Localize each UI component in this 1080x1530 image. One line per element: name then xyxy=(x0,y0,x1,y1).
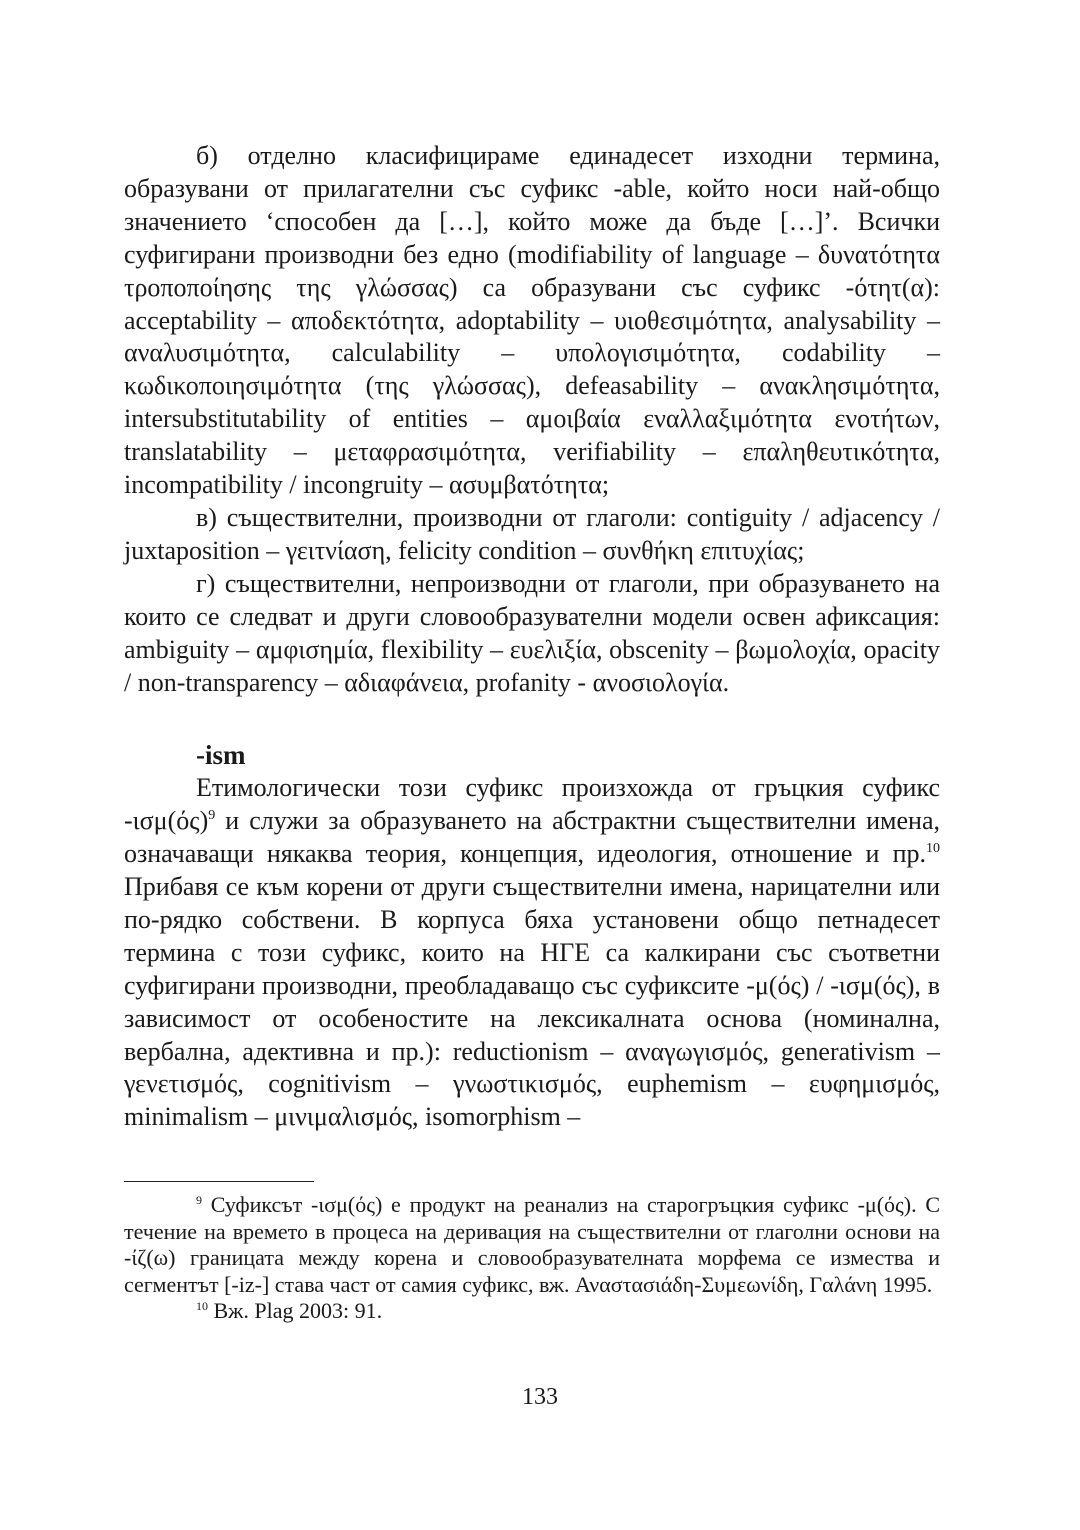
footnote-ref-10[interactable]: 10 xyxy=(926,841,940,857)
ism-text-3: Прибавя се към корени от други съществителни имена, нарицателни или по-рядко собствени. В корпуса бяха установени общо петнадесет термина с този суфикс, които на НГЕ са калкирани със съответни суфигирани производни, преобладаващо със суфиксите -μ(ός) / -ισμ(ός), в зависимост от особеностите на лексикалната основа (номинална, вербална, адективна и пр.): reductionism – αναγωγισμός, generativism – γενετισμός, cognitivism – γνωστικισμός, euphemism – ευφημισμός, minimalism – μινιμαλισμός, isomorphism – xyxy=(124,872,940,1132)
section-heading: -ism xyxy=(196,740,246,771)
footnote-ref-9[interactable]: 9 xyxy=(208,808,216,824)
footnote-divider xyxy=(124,1181,314,1182)
footnote-number: 10 xyxy=(196,1299,208,1313)
ism-text-2: и служи за образуването на абстрактни съществителни имена, означаващи някаква теория, концепция, идеология, отношение и пр. xyxy=(124,806,940,869)
footnote-text: Вж. Plag 2003: 91. xyxy=(208,1298,383,1323)
paragraph-v: в) съществителни, производни от глаголи: contiguity / adjacency / juxtaposition – γειτνίαση, felicity condition – συνθήκη επιτυχίας; xyxy=(124,502,940,565)
footnote-number: 9 xyxy=(196,1193,202,1207)
paragraph-b: б) отделно класифицираме единадесет изходни термина, образувани от прилагателни със суфикс -able, който носи най-общо значението ‘способен да […], който може да бъде […]’. Всички суфигирани производни без едно (modifiability of language – δυνατότητα τροποποίησης της γλώσσας) са образувани със суфикс -ότητ(α): acceptability – αποδεκτότητα, adoptability – υιοθεσιμότητα, analysability – αναλυσιμότητα, calculability – υπολογισιμότητα, codability – κωδικοποιησιμότητα (της γλώσσας), defeasability – ανακλησιμότητα, intersubstitutability of entities – αμοιβαία εναλλαξιμότητα ενοτήτων, translatability – μεταφρασιμότητα, verifiability – επαληθευτικότητα, incompatibility / incongruity – ασυμβατότητα; xyxy=(124,141,940,500)
main-text xyxy=(124,140,940,1134)
footnote-text: Суфиксът -ισμ(ός) е продукт на реанализ на старогръцкия суфикс -μ(ός). С течение на времето в процеса на деривация на съществителни от глаголни основи на -ίζ(ω) границата между корена и словообразувателната морфема се измества и сегментът [-iz-] става част от самия суфикс, вж. Αναστασιάδη-Συμεωνίδη, Γαλάνη 1995. xyxy=(124,1192,940,1297)
paragraph-g: г) съществителни, непроизводни от глаголи, при образуването на които се следват и други словообразувателни модели освен афиксация: ambiguity – αμφισημία, flexibility – ευελιξία, obscenity – βωμολοχία, opacity / non-transparency – αδιαφάνεια, profanity - ανοσιολογία. xyxy=(124,568,940,697)
footnotes xyxy=(124,1192,940,1325)
paragraph-ism xyxy=(124,772,940,1134)
page-number: 133 xyxy=(522,1384,558,1410)
footnote-10 xyxy=(124,1298,940,1325)
ism-text-1: Етимологически този суфикс произхожда от гръцкия суфикс -ισμ(ός) xyxy=(124,773,940,836)
footnote-9 xyxy=(124,1192,940,1298)
